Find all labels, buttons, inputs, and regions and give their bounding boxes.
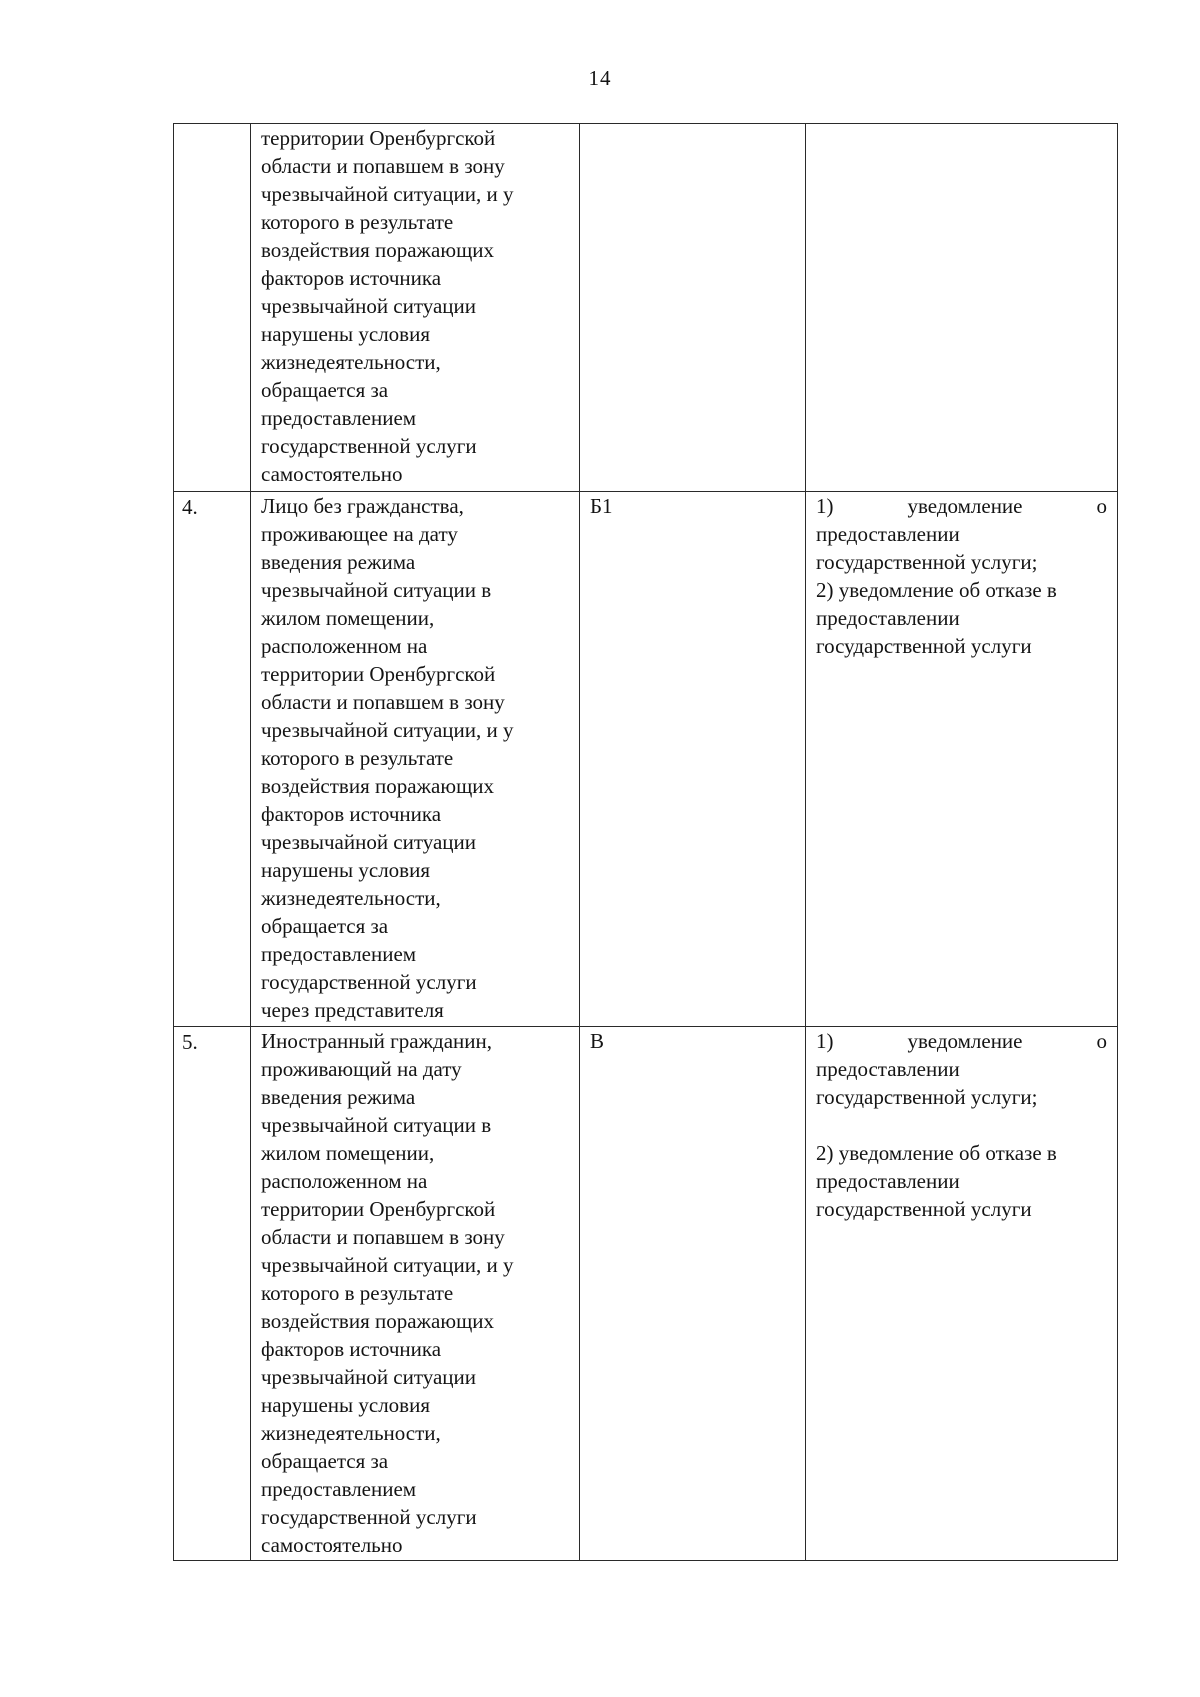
service-result [806,1027,1118,1561]
result-line: государственной услуги; [816,1085,1038,1109]
result-gap [816,1111,1107,1139]
description-line: государственной услуги [261,970,477,994]
result-line: государственной услуги; [816,550,1038,574]
description-line: обращается за [261,914,389,938]
variant-code [580,124,806,492]
description-line: чрезвычайной ситуации в [261,1113,492,1137]
description-line: государственной услуги [261,434,477,458]
description-line: самостоятельно [261,462,403,486]
description-line: обращается за [261,378,389,402]
description-line: которого в результате [261,1281,454,1305]
result-word: о [1096,494,1107,518]
description-line: самостоятельно [261,1533,403,1557]
description-line: жизнедеятельности, [261,886,441,910]
result-word: уведомление [907,1029,1023,1053]
description-line: введения режима [261,1085,416,1109]
description-line: нарушены условия [261,1393,430,1417]
result-line: предоставлении [816,522,960,546]
applicant-description [251,492,580,1027]
description-line: чрезвычайной ситуации, и у [261,182,514,206]
row-number: 5. [174,1027,251,1561]
description-line: обращается за [261,1449,389,1473]
result-word: 1) [816,1029,834,1053]
description-line: воздействия поражающих [261,238,494,262]
description-line: чрезвычайной ситуации [261,1365,477,1389]
description-line: предоставлением [261,942,417,966]
description-line: государственной услуги [261,1505,477,1529]
description-line: которого в результате [261,210,454,234]
description-line: расположенном на [261,634,428,658]
description-line: жилом помещении, [261,1141,435,1165]
description-line: введения режима [261,550,416,574]
description-line: воздействия поражающих [261,774,494,798]
variant-code: Б1 [580,492,806,1027]
result-line: государственной услуги [816,634,1032,658]
description-line: проживающий на дату [261,1057,462,1081]
row-number [174,124,251,492]
result-word: о [1096,1029,1107,1053]
description-line: Иностранный гражданин, [261,1029,492,1053]
service-result [806,124,1118,492]
description-line: жилом помещении, [261,606,435,630]
result-line: 2) уведомление об отказе в [816,578,1057,602]
description-line: нарушены условия [261,858,430,882]
applicant-description [251,1027,580,1561]
result-word: уведомление [907,494,1023,518]
result-line: предоставлении [816,1169,960,1193]
description-line: территории Оренбургской [261,662,496,686]
result-word: 1) [816,494,834,518]
description-line: воздействия поражающих [261,1309,494,1333]
result-first-line [816,492,1107,520]
description-line: расположенном на [261,1169,428,1193]
description-line: чрезвычайной ситуации [261,294,477,318]
row-number: 4. [174,492,251,1027]
description-line: предоставлением [261,1477,417,1501]
table-row [174,124,1118,492]
description-line: через представителя [261,998,444,1022]
description-line: факторов источника [261,266,442,290]
description-line: области и попавшем в зону [261,1225,505,1249]
description-line: территории Оренбургской [261,126,496,150]
result-first-line [816,1027,1107,1055]
description-line: области и попавшем в зону [261,690,505,714]
description-line: чрезвычайной ситуации, и у [261,718,514,742]
description-line: области и попавшем в зону [261,154,505,178]
table-row [174,1027,1118,1561]
page-number: 14 [588,66,612,90]
description-line: чрезвычайной ситуации в [261,578,492,602]
result-line: предоставлении [816,606,960,630]
description-line: Лицо без гражданства, [261,494,464,518]
result-line: 2) уведомление об отказе в [816,1141,1057,1165]
description-line: предоставлением [261,406,417,430]
description-line: жизнедеятельности, [261,1421,441,1445]
description-line: проживающее на дату [261,522,458,546]
description-line: чрезвычайной ситуации, и у [261,1253,514,1277]
services-table [173,123,1118,1561]
result-line: государственной услуги [816,1197,1032,1221]
description-line: факторов источника [261,802,442,826]
variant-code: В [580,1027,806,1561]
description-line: жизнедеятельности, [261,350,441,374]
description-line: территории Оренбургской [261,1197,496,1221]
description-line: которого в результате [261,746,454,770]
description-line: нарушены условия [261,322,430,346]
table-row [174,492,1118,1027]
result-line: предоставлении [816,1057,960,1081]
description-line: чрезвычайной ситуации [261,830,477,854]
applicant-description [251,124,580,492]
description-line: факторов источника [261,1337,442,1361]
service-result [806,492,1118,1027]
